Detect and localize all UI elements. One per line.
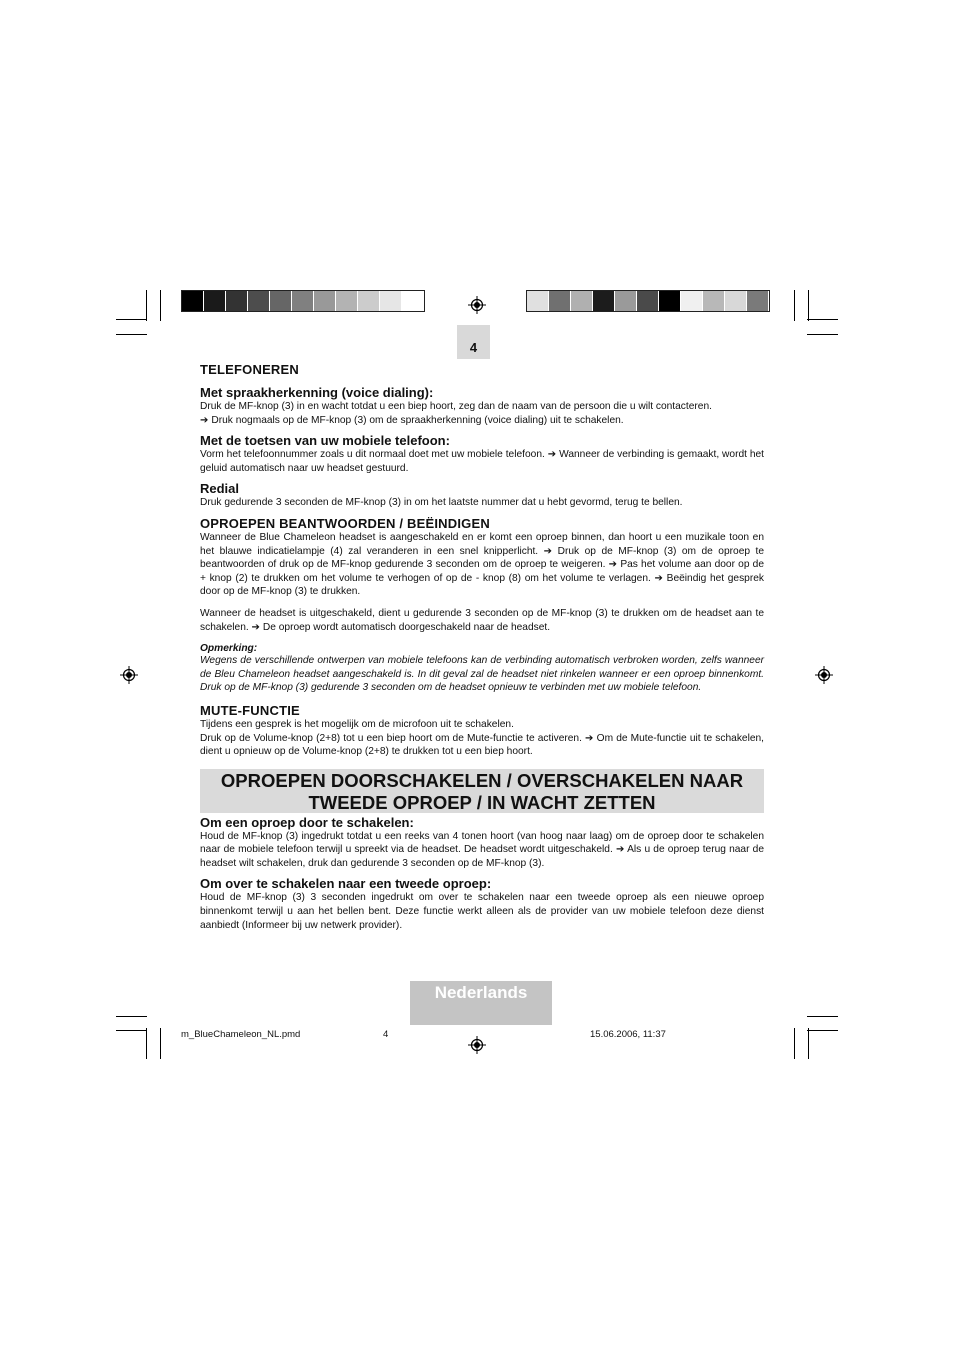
color-swatch: [571, 291, 593, 311]
crop-mark: [808, 1028, 809, 1059]
color-calibration-bar-right: [526, 290, 770, 312]
crop-mark: [807, 319, 838, 320]
color-swatch: [336, 291, 358, 311]
paragraph: Vorm het telefoonnummer zoals u dit normaal doet met uw mobiele telefoon. ➔ Wanneer de verbinding is gemaakt, wordt het geluid automatisch naar uw headset gestuurd.: [200, 449, 764, 474]
crop-mark: [808, 290, 809, 321]
color-swatch: [270, 291, 292, 311]
color-swatch: [204, 291, 226, 311]
color-swatch: [380, 291, 402, 311]
color-calibration-bar-left: [181, 290, 425, 312]
section-title-mute: MUTE-FUNCTIE: [200, 702, 300, 718]
paragraph: Druk de MF-knop (3) in en wacht totdat u een biep hoort, zeg dan de naam van de persoon die u wilt contacteren.: [200, 401, 712, 412]
crop-mark: [807, 1016, 838, 1017]
color-swatch: [402, 291, 424, 311]
color-swatch: [226, 291, 248, 311]
color-swatch: [659, 291, 681, 311]
section-banner: [200, 769, 764, 813]
note-label: Opmerking:: [200, 643, 258, 655]
subsection-title-redial: Redial: [200, 481, 240, 497]
color-swatch: [182, 291, 204, 311]
paragraph: Houd de MF-knop (3) 3 seconden ingedrukt om over te schakelen naar een tweede oproep als een nieuwe oproep binnenkomt terwijl u aan het bellen bent. Deze functie werkt alleen als de provider van uw mobiele telefoon deze dienst aanbiedt (Informeer bij uw netwerk provider).: [200, 892, 764, 931]
paragraph: Wanneer de headset is uitgeschakeld, dient u gedurende 3 seconden op de MF-knop (3) te drukken om de headset aan te schakelen. ➔ De oproep wordt automatisch doorgeschakeld naar de headset.: [200, 607, 764, 633]
crop-mark: [160, 1028, 161, 1059]
page-content: [200, 362, 764, 932]
color-swatch: [248, 291, 270, 311]
subsection-title-doorschakelen: Om een oproep door te schakelen:: [200, 814, 414, 830]
crop-mark: [116, 319, 147, 320]
footer-datetime: 15.06.2006, 11:37: [590, 1029, 666, 1040]
subsection-title-tweede-oproep: Om over te schakelen naar een tweede oproep:: [200, 876, 492, 892]
crop-mark: [794, 290, 795, 321]
color-swatch: [703, 291, 725, 311]
footer-page: 4: [383, 1029, 389, 1040]
crop-mark: [794, 1028, 795, 1059]
paragraph: Tijdens een gesprek is het mogelijk om de microfoon uit te schakelen.: [200, 718, 514, 730]
color-swatch: [725, 291, 747, 311]
registration-mark-icon: [815, 666, 833, 684]
color-swatch: [615, 291, 637, 311]
color-swatch: [593, 291, 615, 311]
color-swatch: [292, 291, 314, 311]
crop-mark: [146, 1028, 147, 1059]
color-swatch: [358, 291, 380, 311]
color-swatch: [549, 291, 571, 311]
color-swatch: [747, 291, 769, 311]
subsection-title-phone-keys: Met de toetsen van uw mobiele telefoon:: [200, 433, 450, 449]
subsection-title-voice-dialing: Met spraakherkenning (voice dialing):: [200, 385, 434, 400]
page-number: 4: [457, 325, 490, 359]
crop-mark: [807, 334, 838, 335]
note-text: Wegens de verschillende ontwerpen van mobiele telefoons kan de verbinding automatisch verbroken worden, zelfs wanneer de Bleu Chameleon headset aangeschakeld is. In dit geval zal de headset niet rinkelen wanneer er een oproep binnenkomt. Druk op de MF-knop (3) gedurende 3 seconden om de headset opnieuw te verbinden met uw mobiele telefoon.: [200, 655, 764, 694]
color-swatch: [314, 291, 336, 311]
paragraph: Houd de MF-knop (3) ingedrukt totdat u een reeks van 4 tonen hoort (van hoog naar laag) om de oproep door te schakelen naar de mobiele telefoon terwijl u spreekt via de headset. De headset wordt uitgeschakeld. ➔ Als u de oproep terug naar de headset wilt schakelen, druk dan gedurende 3 seconden op de MF-knop (3).: [200, 830, 764, 869]
crop-mark: [116, 1016, 147, 1017]
section-title-telefoneren: TELEFONEREN: [200, 362, 299, 377]
footer-filename: m_BlueChameleon_NL.pmd: [181, 1029, 301, 1040]
crop-mark: [116, 1030, 147, 1031]
color-swatch: [637, 291, 659, 311]
registration-mark-icon: [468, 1036, 486, 1054]
language-tab: Nederlands: [410, 981, 552, 1025]
paragraph: Druk gedurende 3 seconden de MF-knop (3) in om het laatste nummer dat u hebt gevormd, terug te bellen.: [200, 497, 683, 509]
crop-mark: [116, 334, 147, 335]
paragraph: ➔ Druk nogmaals op de MF-knop (3) om de spraakherkenning (voice dialing) uit te schakelen.: [200, 414, 624, 426]
paragraph: Druk op de Volume-knop (2+8) tot u een biep hoort om de Mute-functie te activeren. ➔ Om de Mute-functie uit te schakelen, dient u opnieuw op de Volume-knop (2+8) te drukken tot u een biep hoort.: [200, 732, 764, 758]
crop-mark: [807, 1030, 838, 1031]
registration-mark-icon: [468, 296, 486, 314]
color-swatch: [681, 291, 703, 311]
banner-line: OPROEPEN DOORSCHAKELEN / OVERSCHAKELEN NAAR: [220, 769, 744, 791]
crop-mark: [146, 290, 147, 321]
section-title-oproepen: OPROEPEN BEANTWOORDEN / BEËINDIGEN: [200, 515, 490, 531]
banner-line: TWEEDE OPROEP / IN WACHT ZETTEN: [308, 791, 656, 813]
color-swatch: [527, 291, 549, 311]
paragraph: Wanneer de Blue Chameleon headset is aangeschakeld en er komt een oproep binnen, dan hoort u een muzikale toon en het blauwe indicatielampje (4) zal veranderen in een snel knipperlicht. ➔ Druk op de MF-knop (3) om de oproep te beantwoorden of druk op de MF-knop gedurende 3 seconden om de oproep te weigeren. ➔ Pas het volume aan door op de + knop (2) te drukken om het volume te verhogen of op de - knop (8) om het volume te verlagen. ➔ Beëindig het gesprek door op de MF-knop (3) te drukken.: [200, 531, 764, 598]
crop-mark: [160, 290, 161, 321]
registration-mark-icon: [120, 666, 138, 684]
